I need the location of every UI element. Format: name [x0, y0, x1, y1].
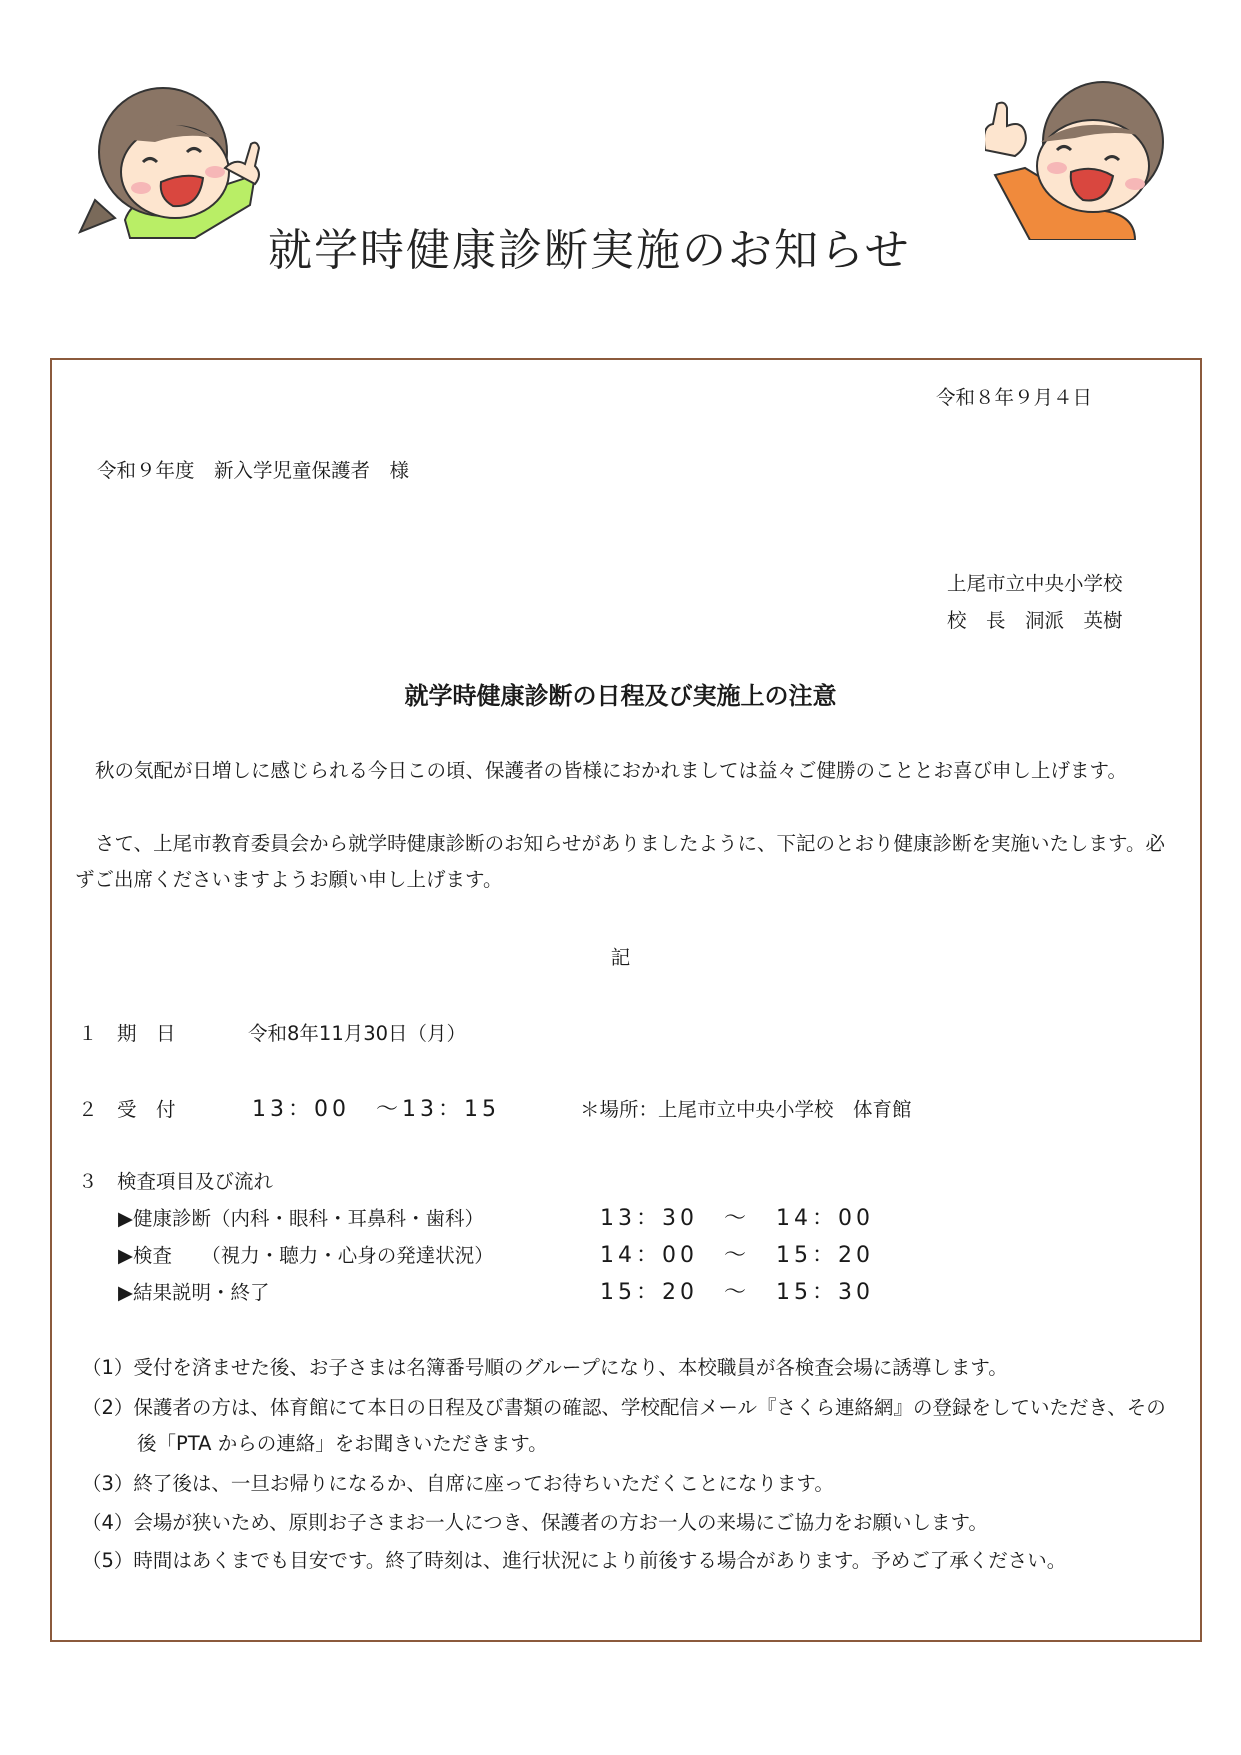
reception-place: ＊場所：上尾市立中央小学校 体育館	[580, 1098, 912, 1121]
date-value: 令和8年11月30日（月）	[248, 1022, 467, 1045]
document-subtitle: 就学時健康診断の日程及び実施上の注意	[404, 682, 837, 710]
note-item: （5）時間はあくまでも目安です。終了時刻は、進行状況により前後する場合があります。予めご了承ください。	[82, 1549, 1067, 1572]
ki-mark: 記	[610, 946, 631, 969]
note-item: （4）会場が狭いため、原則お子さまお一人につき、保護者の方お一人の来場にご協力をお願いします。	[82, 1511, 988, 1534]
reception-time: 13：00 ～13：15	[252, 1097, 500, 1122]
flow-item-name: ▶検査 （視力・聴力・心身の発達状況）	[118, 1244, 494, 1267]
flow-item-time: 14：00 ～ 15：20	[600, 1243, 874, 1268]
letter-date: 令和８年９月４日	[936, 386, 1093, 409]
flow-item-name: ▶結果説明・終了	[118, 1281, 270, 1304]
page-title: 就学時健康診断実施のお知らせ	[268, 225, 911, 276]
intro-paragraph: さて、上尾市教育委員会から就学時健康診断のお知らせがありましたように、下記のとおり健康診断を実施いたします。必ずご出席くださいますようお願い申し上げます。	[75, 832, 1165, 891]
girl-illustration	[75, 80, 265, 240]
note-item: （3）終了後は、一旦お帰りになるか、自席に座ってお待ちいただくことになります。	[82, 1472, 834, 1495]
flow-item-time: 13：30 ～ 14：00	[600, 1206, 874, 1231]
date-label: １ 期 日	[78, 1022, 176, 1045]
sender-school: 上尾市立中央小学校	[947, 572, 1123, 595]
note-item: （1）受付を済ませた後、お子さまは名簿番号順のグループになり、本校職員が各検査会場に誘導します。	[82, 1356, 1008, 1379]
flow-heading: ３ 検査項目及び流れ	[78, 1170, 274, 1193]
reception-label: ２ 受 付	[78, 1098, 176, 1121]
sender-name: 校 長 洞派 英樹	[947, 609, 1123, 632]
recipient: 令和９年度 新入学児童保護者 様	[97, 459, 410, 482]
greeting-paragraph: 秋の気配が日増しに感じられる今日この頃、保護者の皆様におかれましては益々ご健勝のこととお喜び申し上げます。	[95, 759, 1127, 782]
flow-item-name: ▶健康診断（内科・眼科・耳鼻科・歯科）	[118, 1207, 484, 1230]
boy-illustration	[985, 80, 1185, 240]
note-item: （2）保護者の方は、体育館にて本日の日程及び書類の確認、学校配信メール『さくら連絡網』の登録をしていただき、その後「PTA からの連絡」をお聞きいただきます。	[82, 1396, 1166, 1455]
flow-item-time: 15：20 ～ 15：30	[600, 1280, 874, 1305]
